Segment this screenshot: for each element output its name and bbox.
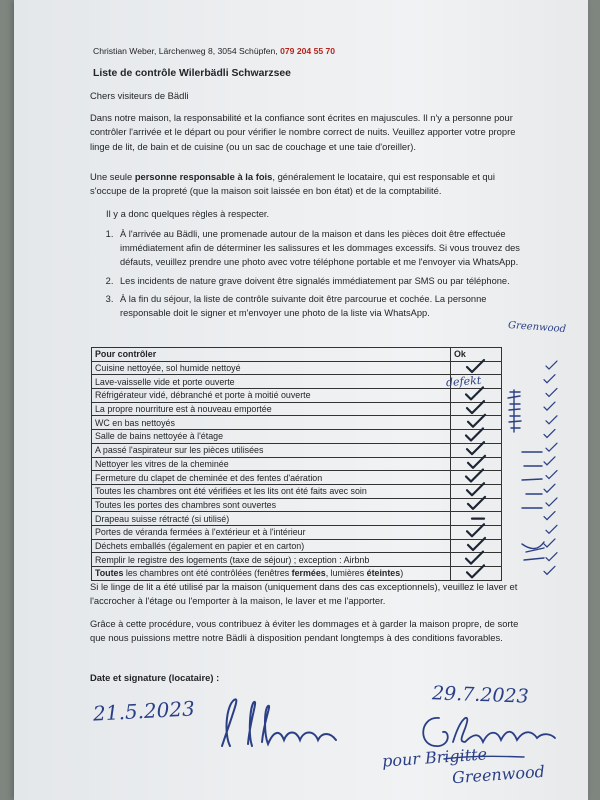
review-tick [546, 525, 557, 533]
checklist-item-label: Nettoyer les vitres de la cheminée [92, 457, 451, 471]
check-mark [466, 387, 483, 399]
rules-intro: Il y a donc quelques règles à respecter. [106, 208, 270, 219]
closing-paragraph: Grâce à cette procédure, vous contribuez à éviter les dommages et à garder la maison propre, de sorte que nous puissions mettre notre Bädli à disposition pendant longtemps à des conditions favorables. [90, 618, 519, 644]
checklist-item-label: Réfrigérateur vidé, débranché et porte à moitié ouverte [92, 389, 451, 403]
review-tick [544, 539, 555, 547]
owner-phone: 079 204 55 70 [280, 46, 336, 56]
checklist-sheet [14, 0, 588, 800]
review-tick [544, 484, 555, 492]
checklist-item-last: Toutes les chambres ont été contrôlées (fenêtres fermées, lumières éteintes) [92, 567, 451, 581]
check-mark [467, 401, 484, 413]
greeting: Chers visiteurs de Bädli [90, 90, 189, 101]
checklist-col-item: Pour contrôler [92, 348, 451, 362]
review-tick [546, 388, 557, 396]
checklist-item-label: A passé l'aspirateur sur les pièces utilisées [92, 443, 451, 457]
handwritten-date-departure: 29.7.2023 [431, 682, 530, 708]
owner-address: Christian Weber, Lärchenweg 8, 3054 Schüpfen, [93, 46, 278, 56]
check-mark [467, 442, 484, 454]
review-tick [544, 457, 555, 465]
checklist-item-label: Portes de véranda fermées à l'extérieur et à l'intérieur [92, 525, 451, 539]
checklist-item-label: Toutes les chambres ont été vérifiées et les lits ont été faits avec soin [92, 484, 451, 498]
handwritten-defect-note: defekt [445, 373, 482, 390]
review-tick [546, 443, 557, 451]
check-mark [466, 470, 483, 482]
check-mark [467, 483, 484, 495]
review-tick [546, 498, 557, 506]
review-tick [544, 375, 555, 383]
review-tick [544, 429, 555, 437]
check-mark [467, 565, 484, 577]
check-mark [468, 456, 485, 468]
linen-note: Si le linge de lit a été utilisé par la maison (uniquement dans des cas exceptionnels), veuillez le laver et l'accrocher à l'étage ou l'emporter à la maison, le laver et me l'apporter. [90, 581, 518, 607]
handwritten-date-arrival: 21.5.2023 [92, 696, 196, 726]
rule-item: 2. Les incidents de nature grave doivent être signalés immédiatement par SMS ou par téléphone. [116, 274, 536, 288]
signature-label: Date et signature (locataire) : [90, 672, 220, 683]
checklist-item-label: Fermeture du clapet de cheminée et des fentes d'aération [92, 471, 451, 485]
check-mark [468, 415, 485, 427]
document-title: Liste de contrôle Wilerbädli Schwarzsee [93, 68, 291, 79]
review-tick [546, 471, 557, 479]
responsible-prefix: Une seule [90, 171, 135, 182]
check-mark [468, 497, 485, 509]
checklist-item-label: WC en bas nettoyés [92, 416, 451, 430]
checklist-item-label: Cuisine nettoyée, sol humide nettoyé [92, 361, 451, 375]
handwritten-pour-note: pour Brigitte [381, 744, 488, 771]
check-mark [466, 428, 483, 440]
checklist-col-ok: Ok [451, 348, 502, 362]
checklist-item-label: Remplir le registre des logements (taxe de séjour) ; exception : Airbnb [92, 553, 451, 567]
review-tick [546, 361, 557, 369]
rule-item: 1. À l'arrivée au Bädli, une promenade autour de la maison et dans les pièces doit être effectuée immédiatement afin de déterminer les salissures et les dommages excessifs. Si vous trouvez des défauts, veuillez prendre une photo avec votre téléphone portable et me l'envoyer via WhatsApp. [116, 227, 536, 270]
handwritten-greenwood-note: Greenwood [507, 319, 567, 336]
rule-item: 3. À la fin du séjour, la liste de contrôle suivante doit être parcourue et cochée. La personne responsable doit le signer et m'envoyer une photo de la liste via WhatsApp. [116, 292, 536, 320]
responsible-bold: personne responsable à la fois [134, 171, 273, 182]
check-mark [467, 524, 484, 536]
review-tick [544, 566, 555, 574]
handwritten-greenwood-name: Greenwood [451, 761, 546, 788]
check-mark [466, 552, 483, 564]
responsible-rest: , généralement le locataire, qui est responsable et qui s'occupe de la propreté (que la maison soit laissée en bon état) et de la comptabilité. [90, 171, 495, 197]
review-tick [546, 553, 557, 561]
check-mark [468, 538, 485, 550]
checklist-item-label: La propre nourriture est à nouveau emportée [92, 402, 451, 416]
review-tick [546, 416, 557, 424]
checklist-item-label: Salle de bains nettoyée à l'étage [92, 430, 451, 444]
signature-guest [204, 690, 354, 760]
review-tick [544, 402, 555, 410]
review-tick [544, 512, 555, 520]
check-mark [467, 360, 484, 372]
intro-paragraph: Dans notre maison, la responsabilité et la confiance sont écrites en majuscules. Il n'y a personne pour contrôler l'arrivée et le départ ou pour vérifier le nombre correct de nuits. Veuillez apporter votre propre linge de lit, de bain et de cuisine (ou un sac de couchage et une taie d'oreiller). [90, 112, 516, 152]
checklist-item-label: Déchets emballés (également en papier et en carton) [92, 539, 451, 553]
checklist-item-label: Drapeau suisse rétracté (si utilisé) [92, 512, 451, 526]
checklist-item-label: Lave-vaisselle vide et porte ouverte [92, 375, 451, 389]
checklist-item-label: Toutes les portes des chambres sont ouvertes [92, 498, 451, 512]
